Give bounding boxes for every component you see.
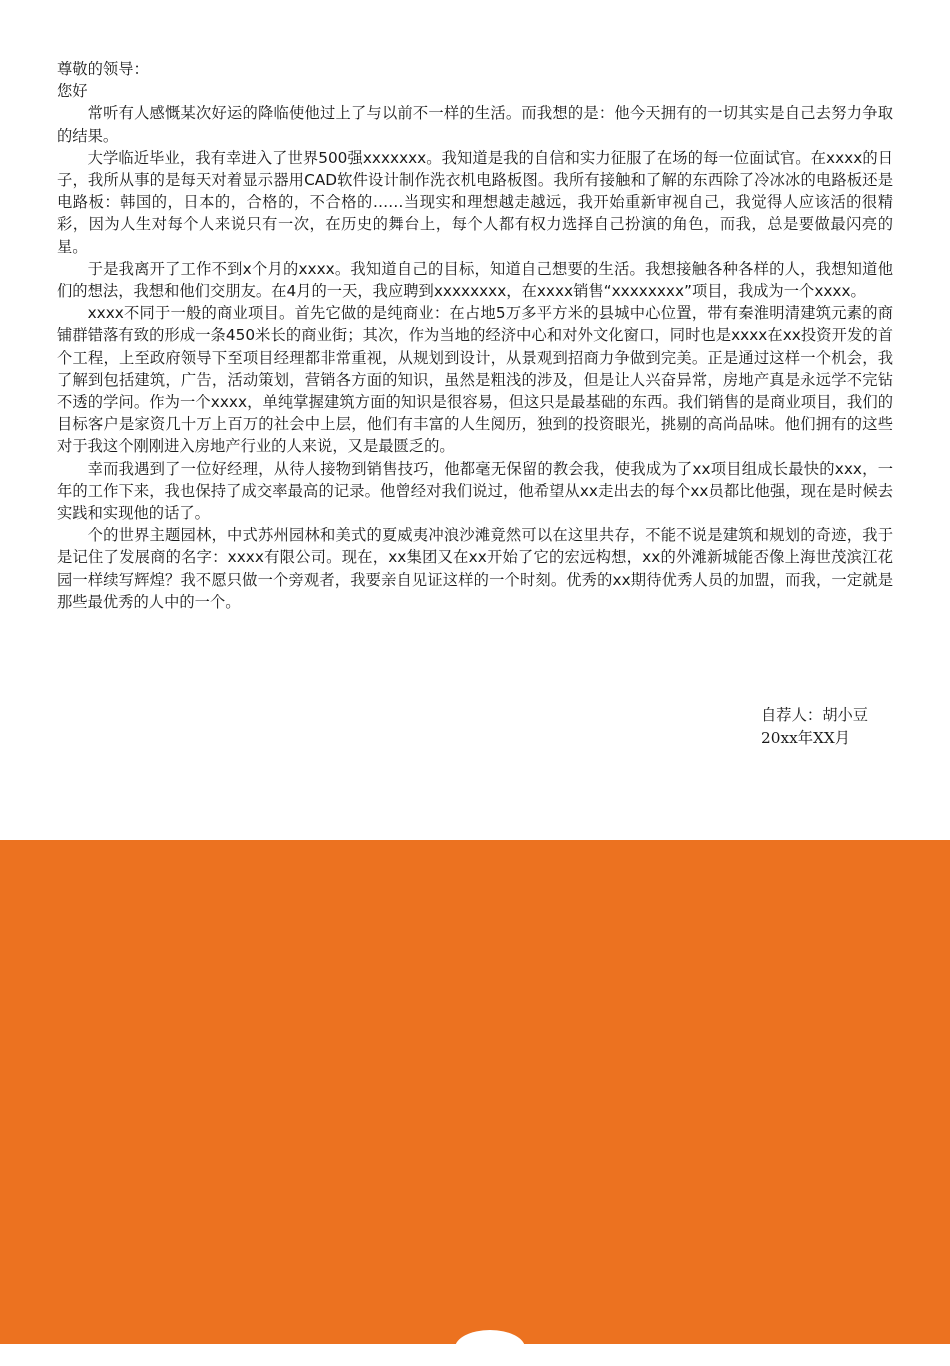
signature-date: 20xx年XX月	[761, 729, 851, 747]
paragraph-6: 个的世界主题园林，中式苏州园林和美式的夏威夷冲浪沙滩竟然可以在这里共存，不能不说是建筑和规划的奇迹，我于是记住了发展商的名字：xxxx有限公司。现在，xx集团又在xx开始了它的宏远构想，xx的外滩新城能否像上海世茂滨江花园一样续写辉煌？我不愿只做一个旁观者，我要亲自见证这样的一个时刻。优秀的xx期待优秀人员的加盟，而我，一定就是那些最优秀的人中的一个。	[57, 526, 893, 611]
greeting: 您好	[57, 82, 88, 101]
paragraph-5: 幸而我遇到了一位好经理，从待人接物到销售技巧，他都毫无保留的教会我，使我成为了xx项目组成长最快的xxx，一年的工作下来，我也保持了成交率最高的记录。他曾经对我们说过，他希望从xx走出去的每个xx员都比他强，现在是时候去实践和实现他的话了。	[57, 459, 893, 523]
letter-body	[57, 58, 893, 613]
paragraph-4: xxxx不同于一般的商业项目。首先它做的是纯商业：在占地5万多平方米的县城中心位置，带有秦淮明清建筑元素的商铺群错落有致的形成一条450米长的商业街；其次，作为当地的经济中心和对外文化窗口，同时也是xxxx在xx投资开发的首个工程，上至政府领导下至项目经理都非常重视，从规划到设计，从景观到招商力争做到完美。正是通过这样一个机会，我了解到包括建筑，广告，活动策划，营销各方面的知识，虽然是粗浅的涉及，但是让人兴奋异常，房地产真是永远学不完钻不透的学问。作为一个xxxx，单纯掌握建筑方面的知识是很容易，但这只是最基础的东西。我们销售的是商业项目，我们的目标客户是家资几十万上百万的社会中上层，他们有丰富的人生阅历，独到的投资眼光，挑剔的高尚品味。他们拥有的这些对于我这个刚刚进入房地产行业的人来说，又是最匮乏的。	[57, 304, 893, 456]
salutation: 尊敬的领导：	[57, 60, 149, 78]
signature-name: 自荐人：胡小豆	[761, 706, 869, 724]
signature-block	[761, 704, 868, 750]
decorative-notch	[455, 1330, 525, 1366]
paragraph-1: 常听有人感慨某次好运的降临使他过上了与以前不一样的生活。而我想的是：他今天拥有的一切其实是自己去努力争取的结果。	[57, 104, 893, 145]
decorative-bottom-band	[0, 840, 950, 1344]
paragraph-3: 于是我离开了工作不到x个月的xxxx。我知道自己的目标，知道自己想要的生活。我想接触各种各样的人，我想知道他们的想法，我想和他们交朋友。在4月的一天，我应聘到xxxxxxxx，在xxxx销售“xxxxxxxx”项目，我成为一个xxxx。	[57, 259, 893, 301]
paragraph-2: 大学临近毕业，我有幸进入了世界500强xxxxxxx。我知道是我的自信和实力征服了在场的每一位面试官。在xxxx的日子，我所从事的是每天对着显示器用CAD软件设计制作洗衣机电路板图。我所有接触和了解的东西除了冷冰冰的电路板还是电路板：韩国的，日本的，合格的，不合格的……当现实和理想越走越远，我开始重新审视自己，我觉得人应该活的很精彩，因为人生对每个人来说只有一次，在历史的舞台上，每个人都有权力选择自己扮演的角色，而我，总是要做最闪亮的星。	[57, 148, 893, 256]
